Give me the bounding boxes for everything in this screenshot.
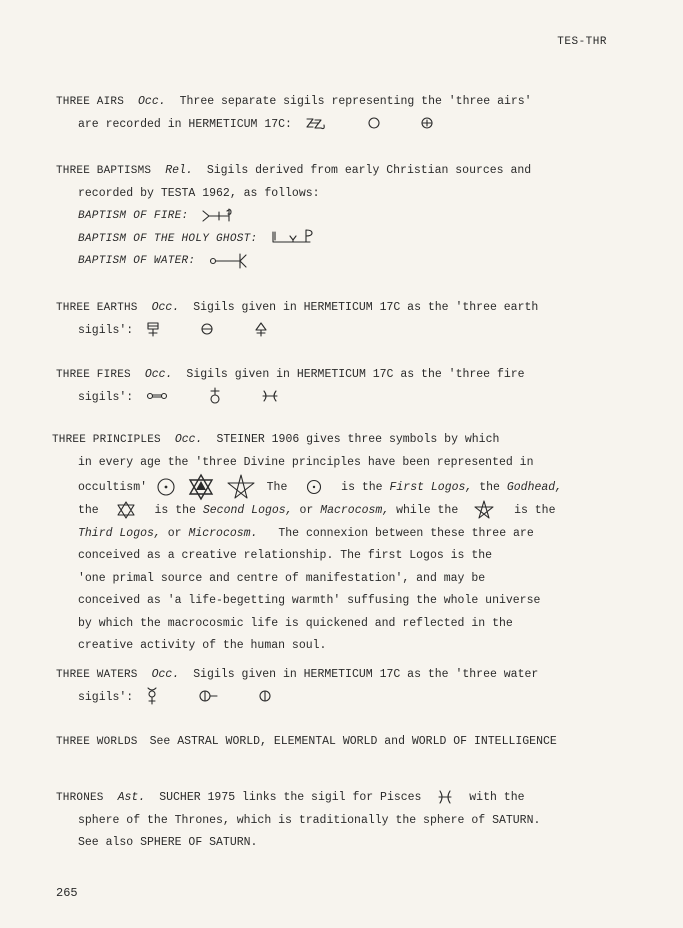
entry-text: Sigils given in HERMETICUM 17C as the 'three water [193,668,539,681]
entry-text: SUCHER 1975 links the sigil for Pisces [159,791,422,804]
entry-category: Occ. [138,95,166,108]
entry-term: THREE EARTHS [56,302,138,314]
entry-three-baptisms [56,160,626,273]
air-sigil-1-icon [305,115,327,131]
entry-text: by which the macrocosmic life is quickened and reflected in the [78,616,513,630]
entry-three-earths [56,297,626,342]
entry-text: conceived as a creative relationship. The first Logos is the [78,549,493,563]
baptism-label: BAPTISM OF THE HOLY GHOST: [78,232,258,245]
entry-text: is the [154,504,196,518]
entry-text: 'one primal source and centre of manifestation', and may be [78,571,486,585]
earth-sigil-3-icon [254,321,268,337]
entry-category: Occ. [144,368,173,381]
entry-three-principles [52,429,626,658]
entry-text: Sigils given in HERMETICUM 17C as the 'three earth [193,301,539,314]
entry-term: THREE WORLDS [56,736,138,748]
entry-three-waters [56,664,626,709]
entry-text: or [299,504,314,518]
entry-text: See also SPHERE OF SATURN. [78,836,258,849]
entry-text: Three separate sigils representing the 'three airs' [179,95,532,108]
circle-dot-symbol-icon [156,477,176,497]
entry-three-fires [56,364,626,409]
entry-text: are recorded in HERMETICUM 17C: [78,117,292,131]
holy-ghost-baptism-sigil-icon [270,228,314,246]
entry-text: while the [396,504,459,518]
circle-dot-symbol-icon [306,479,322,495]
entry-text: with the [469,791,525,804]
entry-term: THREE FIRES [56,369,131,381]
entry-text: The [266,481,288,495]
air-sigil-2-circle-icon [367,116,381,130]
entry-category: Occ. [151,668,180,681]
entry-text: Second Logos, [202,504,293,518]
water-baptism-sigil-icon [208,251,250,269]
water-sigil-2-icon [198,689,218,703]
entry-text: in every age the 'three Divine principles have been represented in [78,455,534,469]
entry-text: The connexion between these three are [278,526,534,540]
entry-text: Sigils derived from early Christian sources and [206,164,532,177]
entry-term: THREE AIRS [56,96,125,108]
entry-text: is the [341,481,383,495]
fire-sigil-1-icon [146,391,168,401]
entry-category: Ast. [117,791,146,804]
page-number: 265 [56,886,78,900]
entry-term: THREE WATERS [56,669,138,681]
earth-sigil-2-icon [200,322,214,336]
running-header: TES-THR [557,36,607,48]
hexagram-symbol-icon [116,501,136,519]
water-sigil-3-icon [258,689,272,703]
entry-category: Occ. [174,433,203,446]
entry-text: the [479,481,500,495]
air-sigil-3-circle-plus-icon [420,116,434,130]
baptism-label: BAPTISM OF FIRE: [78,210,189,222]
entry-text: sphere of the Thrones, which is traditionally the sphere of SATURN. [78,813,541,827]
entry-category: Occ. [151,301,180,314]
entry-term: THREE PRINCIPLES [52,434,161,446]
entry-text: the [78,504,99,518]
entry-thrones [56,787,626,855]
entry-text: Third Logos, [78,526,161,540]
fire-sigil-2-icon [208,387,222,405]
entry-text: or [167,526,182,540]
pentagram-symbol-icon [226,474,256,500]
entry-text: sigils': [78,690,134,704]
water-sigil-1-icon [146,687,158,705]
entry-text: conceived as 'a life-begetting warmth' suffusing the whole universe [78,594,541,608]
entry-text: Godhead, [506,481,563,495]
entry-text: Microcosm. [188,526,258,540]
fire-sigil-3-icon [262,389,278,403]
pentagram-symbol-icon [473,500,495,520]
baptism-label: BAPTISM OF WATER: [78,255,196,267]
entry-category: Rel. [165,164,193,177]
entry-text: occultism' [78,481,148,495]
entry-text: Sigils given in HERMETICUM 17C as the 'three fire [186,368,525,381]
pisces-icon [438,789,452,805]
entry-text: See ASTRAL WORLD, ELEMENTAL WORLD and WORLD OF INTELLIGENCE [149,735,557,748]
entry-text: is the [514,504,556,518]
fire-baptism-sigil-icon [201,206,235,224]
entry-text: creative activity of the human soul. [78,639,327,653]
entry-term: THRONES [56,792,104,804]
hexagram-symbol-icon [187,474,215,500]
entry-three-worlds [56,731,636,754]
earth-sigil-1-icon [146,321,160,337]
entry-term: THREE BAPTISMS [56,165,152,177]
entry-text: STEINER 1906 gives three symbols by which [216,433,500,446]
entry-text: sigils': [78,323,134,337]
entry-text: Macrocosm, [320,504,390,518]
entry-text: sigils': [78,390,134,404]
entry-text: recorded by TESTA 1962, as follows: [78,186,320,200]
entry-three-airs [56,91,626,136]
entry-text: First Logos, [389,481,473,495]
